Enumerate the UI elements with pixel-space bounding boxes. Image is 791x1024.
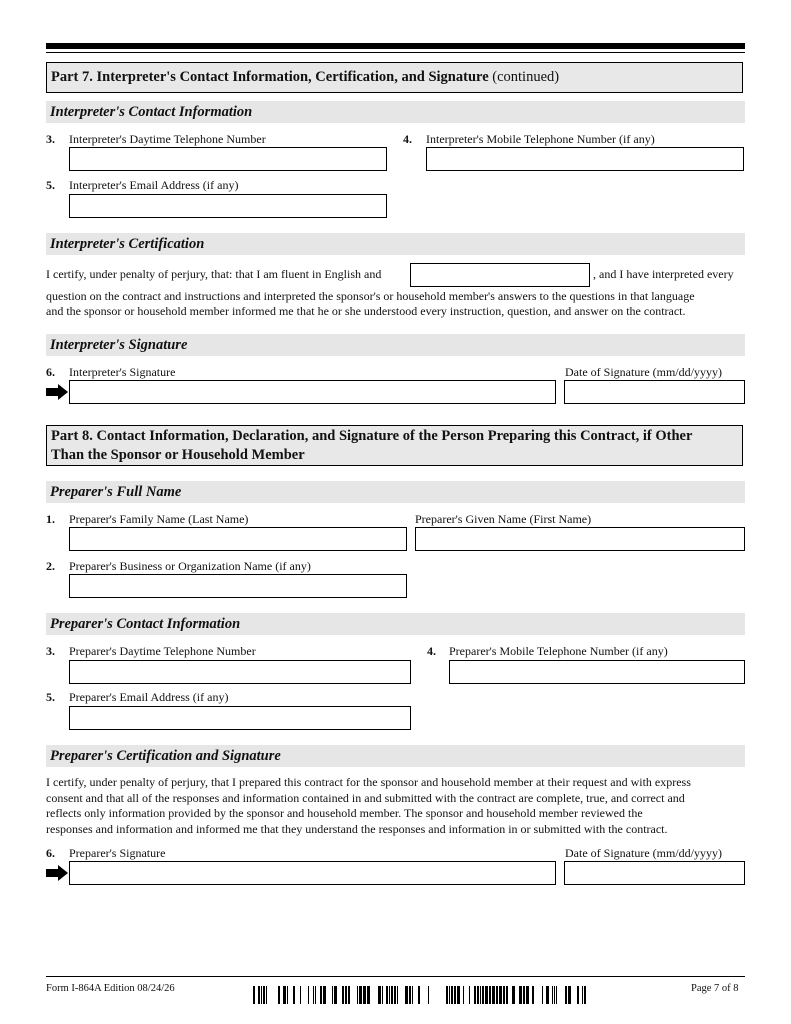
- preparer-cert-line2: consent and that all of the responses and information contained in and submitted with the contract are complete, true, and correct and: [46, 791, 685, 805]
- q4-number: 4.: [403, 132, 412, 146]
- preparer-signature-date-field[interactable]: [564, 861, 745, 885]
- preparer-certification-heading: Preparer's Certification and Signature: [46, 745, 745, 767]
- interpreter-mobile-phone-label: Interpreter's Mobile Telephone Number (if any): [426, 132, 655, 146]
- preparer-cert-line4: responses and information and informed me that they understand the responses and information in or submitted with the contract.: [46, 822, 668, 836]
- q6-number: 6.: [46, 365, 55, 379]
- preparer-family-name-label: Preparer's Family Name (Last Name): [69, 512, 249, 526]
- preparer-daytime-phone-label: Preparer's Daytime Telephone Number: [69, 644, 256, 658]
- interpreter-signature-label: Interpreter's Signature: [69, 365, 176, 379]
- preparer-date-label: Date of Signature (mm/dd/yyyy): [565, 846, 722, 860]
- interpreter-signature-heading: Interpreter's Signature: [46, 334, 745, 356]
- part7-continued: (continued): [492, 69, 560, 85]
- interpreter-certification-heading: Interpreter's Certification: [46, 233, 745, 255]
- preparer-full-name-heading: Preparer's Full Name: [46, 481, 745, 503]
- preparer-daytime-phone-field[interactable]: [69, 660, 411, 684]
- interpreter-cert-line3: and the sponsor or household member informed me that he or she understood every instruction, question, and answer on the contract.: [46, 304, 686, 318]
- part8-title-line1: Part 8. Contact Information, Declaration, and Signature of the Person Preparing this Contract, if Other: [51, 428, 693, 444]
- form-edition: Form I-864A Edition 08/24/26: [46, 983, 175, 994]
- part8-header: [46, 425, 743, 466]
- preparer-business-name-field[interactable]: [69, 574, 407, 598]
- interpreter-contact-heading: Interpreter's Contact Information: [46, 101, 745, 123]
- preparer-cert-line1: I certify, under penalty of perjury, that I prepared this contract for the sponsor and household member at their request and with express: [46, 775, 691, 789]
- top-rule-thick: [46, 43, 745, 49]
- part7-header: [46, 62, 743, 93]
- preparer-given-name-field[interactable]: [415, 527, 745, 551]
- part8-title-line2: Than the Sponsor or Household Member: [51, 447, 305, 463]
- q3-number: 3.: [46, 644, 55, 658]
- q1-number: 1.: [46, 512, 55, 526]
- q5-number: 5.: [46, 690, 55, 704]
- q5-number: 5.: [46, 178, 55, 192]
- interpreter-daytime-phone-field[interactable]: [69, 147, 387, 171]
- preparer-mobile-phone-label: Preparer's Mobile Telephone Number (if any): [449, 644, 668, 658]
- part7-title: Part 7. Interpreter's Contact Information, Certification, and Signature: [51, 69, 489, 85]
- interpreter-email-field[interactable]: [69, 194, 387, 218]
- interpreter-cert-line1-after: , and I have interpreted every: [593, 267, 734, 281]
- right-arrow-icon: [46, 384, 68, 400]
- interpreter-language-field[interactable]: [410, 263, 590, 287]
- footer-rule: [46, 976, 745, 977]
- interpreter-cert-line2: question on the contract and instructions and interpreted the sponsor's or household member's answers to the questions in that language: [46, 289, 695, 303]
- interpreter-signature-date-field[interactable]: [564, 380, 745, 404]
- preparer-cert-line3: reflects only information provided by the sponsor and household member. The sponsor and household member reviewed the: [46, 806, 643, 820]
- preparer-email-label: Preparer's Email Address (if any): [69, 690, 229, 704]
- interpreter-signature-field[interactable]: [69, 380, 556, 404]
- preparer-signature-label: Preparer's Signature: [69, 846, 166, 860]
- q3-number: 3.: [46, 132, 55, 146]
- q2-number: 2.: [46, 559, 55, 573]
- interpreter-mobile-phone-field[interactable]: [426, 147, 744, 171]
- barcode: [253, 986, 593, 1004]
- preparer-contact-heading: Preparer's Contact Information: [46, 613, 745, 635]
- preparer-email-field[interactable]: [69, 706, 411, 730]
- preparer-given-name-label: Preparer's Given Name (First Name): [415, 512, 592, 526]
- preparer-business-name-label: Preparer's Business or Organization Name (if any): [69, 559, 311, 573]
- page-number: Page 7 of 8: [691, 983, 739, 994]
- preparer-mobile-phone-field[interactable]: [449, 660, 745, 684]
- interpreter-cert-line1-before: I certify, under penalty of perjury, that: that I am fluent in English and: [46, 267, 382, 281]
- interpreter-daytime-phone-label: Interpreter's Daytime Telephone Number: [69, 132, 266, 146]
- preparer-family-name-field[interactable]: [69, 527, 407, 551]
- interpreter-date-label: Date of Signature (mm/dd/yyyy): [565, 365, 722, 379]
- top-rule-thin: [46, 52, 745, 53]
- preparer-signature-field[interactable]: [69, 861, 556, 885]
- interpreter-email-label: Interpreter's Email Address (if any): [69, 178, 239, 192]
- q4-number: 4.: [427, 644, 436, 658]
- right-arrow-icon: [46, 865, 68, 881]
- q6-number: 6.: [46, 846, 55, 860]
